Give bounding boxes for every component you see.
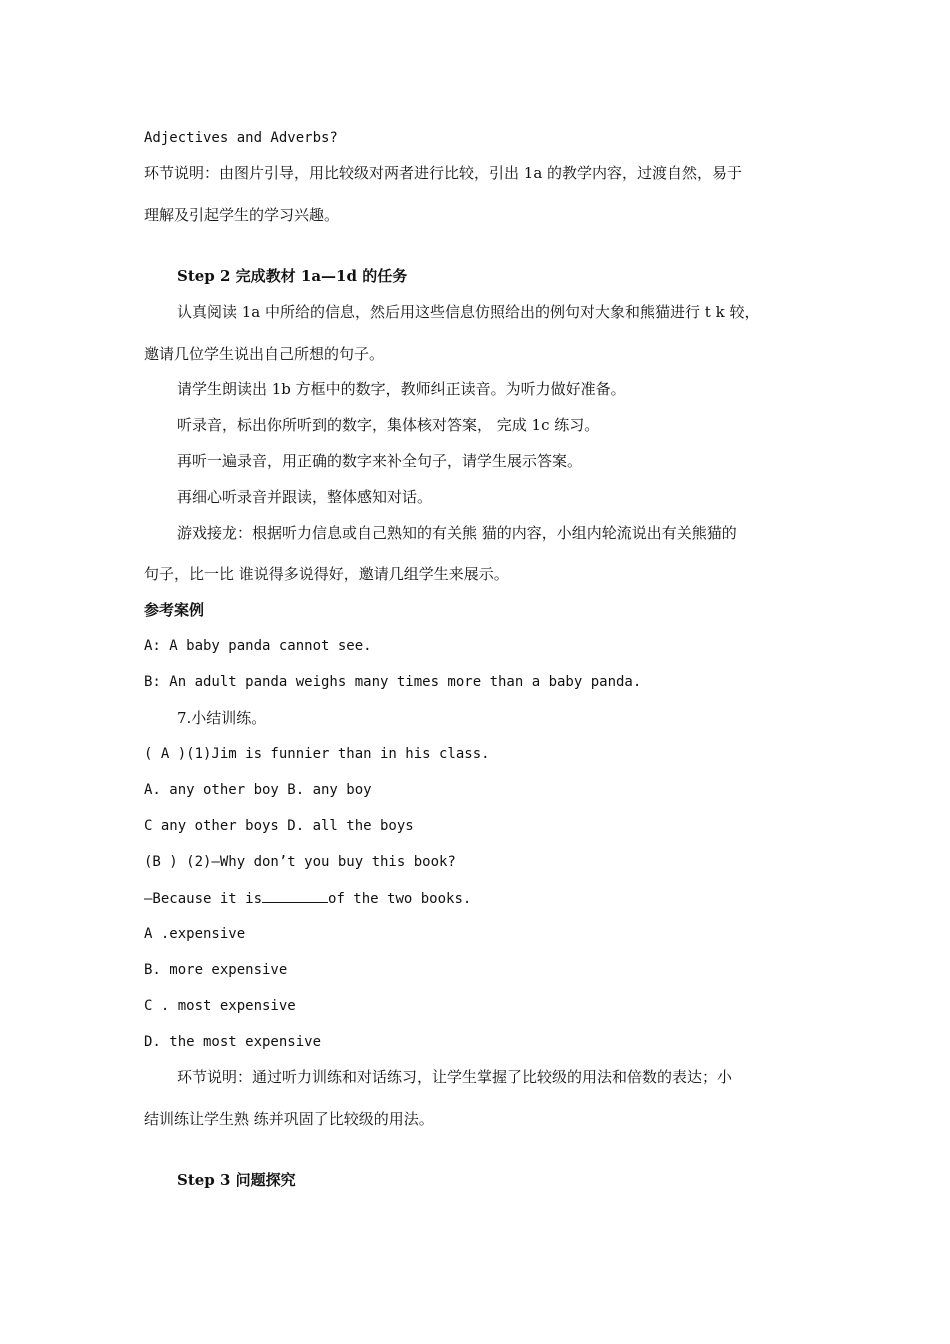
text-line: 7.小结训练。 — [177, 709, 267, 727]
option-line: A .expensive — [144, 926, 246, 942]
option-line: B. more expensive — [144, 962, 288, 978]
text-line: 邀请几位学生说出自己所想的句子。 — [144, 345, 385, 363]
text-line: 句子，比一比 谁说得多说得好，邀请几组学生来展示。 — [144, 565, 509, 583]
text-line: 听录音，标出你所听到的数字，集体核对答案， 完成 1c 练习。 — [177, 416, 600, 434]
section-heading: Step 2 完成教材 1a—1d 的任务 — [177, 267, 408, 285]
option-line: C any other boys D. all the boys — [144, 818, 414, 834]
text-line: 再听一遍录音，用正确的数字来补全句子，请学生展示答案。 — [177, 452, 583, 470]
section-heading: 参考案例 — [144, 601, 205, 619]
option-line: D. the most expensive — [144, 1034, 322, 1050]
text-line: 理解及引起学生的学习兴趣。 — [144, 206, 340, 224]
text-line: 再细心听录音并跟读，整体感知对话。 — [177, 488, 433, 506]
text-line: 请学生朗读出 1b 方框中的数字，教师纠正读音。为听力做好准备。 — [177, 380, 626, 398]
answer-blank — [262, 888, 328, 903]
question-line: (B ) (2)—Why don’t you buy this book? — [144, 854, 456, 870]
text-line: 环节说明：通过听力训练和对话练习，让学生掌握了比较级的用法和倍数的表达；小 — [177, 1068, 733, 1086]
section-heading: Step 3 问题探究 — [177, 1171, 296, 1189]
text-line: Adjectives and Adverbs? — [144, 130, 338, 146]
text-fragment: of the two books. — [328, 891, 472, 907]
text-line: A: A baby panda cannot see. — [144, 638, 372, 654]
text-line: 结训练让学生熟 练并巩固了比较级的用法。 — [144, 1110, 434, 1128]
text-line: 环节说明：由图片引导，用比较级对两者进行比较，引出 1a 的教学内容，过渡自然，易于 — [144, 164, 743, 182]
option-line: A. any other boy B. any boy — [144, 782, 372, 798]
question-line — [144, 888, 471, 909]
text-line: B: An adult panda weighs many times more than a baby panda. — [144, 674, 642, 690]
text-line: 认真阅读 1a 中所给的信息，然后用这些信息仿照给出的例句对大象和熊猫进行 t k 较， — [177, 303, 760, 321]
text-fragment: —Because it is — [144, 891, 263, 907]
question-line: ( A )(1)Jim is funnier than in his class. — [144, 746, 490, 762]
text-line: 游戏接龙：根据听力信息或自己熟知的有关熊 猫的内容，小组内轮流说出有关熊猫的 — [177, 524, 737, 542]
option-line: C . most expensive — [144, 998, 296, 1014]
